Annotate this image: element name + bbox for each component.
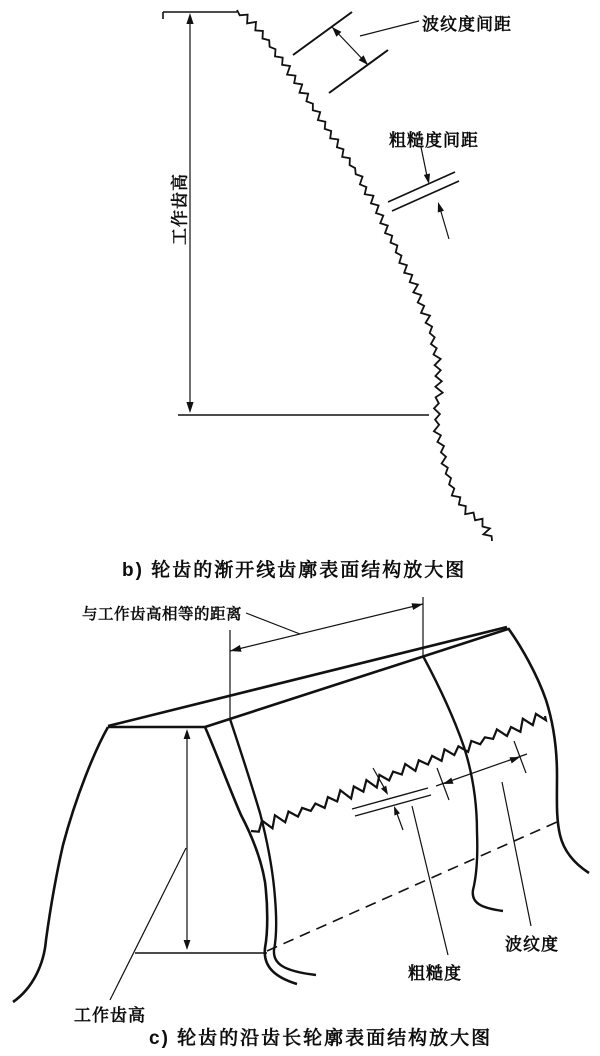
tooth-tip-line bbox=[163, 12, 237, 19]
roughness-arrowhead-c-lower bbox=[394, 806, 400, 816]
roughness-arrowhead-c-upper bbox=[381, 786, 388, 795]
working-tooth-height-label-c: 工作齿高 bbox=[74, 1006, 146, 1025]
dimension-arrow-down-b bbox=[186, 402, 193, 413]
waviness-label-leader bbox=[502, 782, 531, 926]
distance-dimension-line bbox=[230, 604, 423, 651]
top-front-long-edge bbox=[205, 629, 508, 727]
flank-waviness-trace bbox=[251, 714, 546, 832]
roughness-arrowhead-lower bbox=[438, 202, 444, 213]
waviness-arrowhead-c-1 bbox=[443, 778, 454, 784]
figure-c-linework bbox=[13, 597, 589, 1002]
working-height-arrow-up-c bbox=[184, 729, 191, 739]
figure-c-caption: c) 轮齿的沿齿长轮廓表面结构放大图 bbox=[149, 1028, 493, 1049]
top-back-long-edge bbox=[108, 627, 507, 726]
distance-arrowhead-right bbox=[412, 603, 424, 610]
roughness-label-leader bbox=[412, 806, 448, 955]
roughness-spacing-label: 粗糙度间距 bbox=[389, 131, 479, 150]
dimension-arrow-up-b bbox=[186, 13, 193, 24]
roughness-label: 粗糙度 bbox=[408, 964, 462, 983]
distance-arrowhead-left bbox=[230, 645, 242, 652]
working-tooth-height-label-b: 工作齿高 bbox=[170, 173, 190, 245]
waviness-spacing-label: 波纹度间距 bbox=[422, 15, 512, 34]
roughness-arrowhead-upper bbox=[424, 174, 430, 185]
far-end-flank-curve bbox=[508, 628, 589, 873]
figure-b-caption: b) 轮齿的渐开线齿廓表面结构放大图 bbox=[122, 560, 467, 581]
working-height-arrow-down-c bbox=[184, 940, 191, 950]
waviness-label: 波纹度 bbox=[505, 935, 559, 954]
waviness-spacing-leader bbox=[360, 21, 419, 36]
working-height-leader-c bbox=[110, 848, 186, 1000]
waviness-tick-1 bbox=[293, 12, 352, 55]
distance-equal-label: 与工作齿高相等的距离 bbox=[82, 606, 243, 623]
front-right-flank-curve bbox=[205, 727, 297, 984]
figure-b-linework bbox=[163, 10, 492, 541]
section-curve-1 bbox=[230, 719, 316, 975]
distance-label-leader bbox=[246, 613, 300, 634]
waviness-tick-2 bbox=[329, 50, 388, 93]
involute-profile-curve bbox=[237, 10, 492, 541]
section-curve-2 bbox=[423, 656, 503, 911]
waviness-arrowhead-c-2 bbox=[510, 757, 521, 763]
front-left-flank-curve bbox=[13, 727, 108, 1002]
